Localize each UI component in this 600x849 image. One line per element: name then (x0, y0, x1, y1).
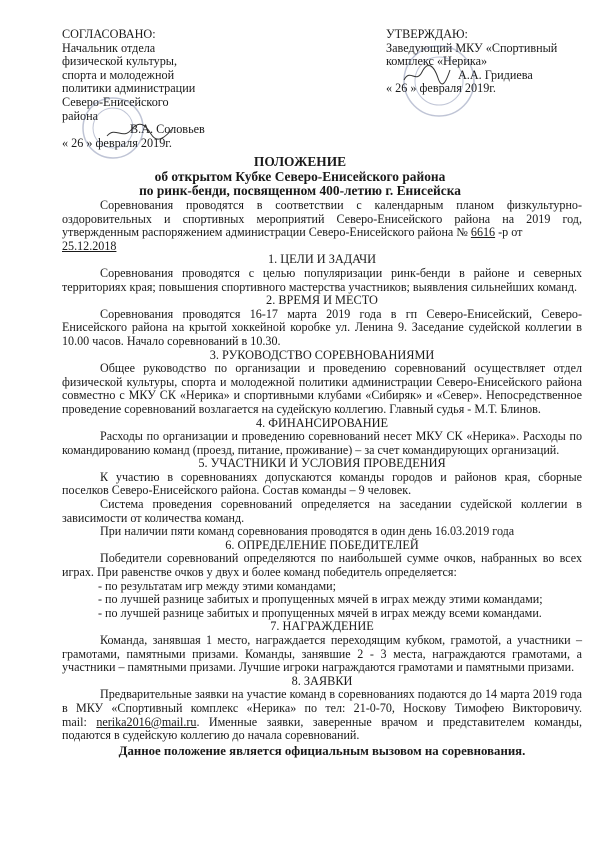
signature-right (402, 64, 452, 86)
section-text: Система проведения соревнований определяется на заседании судейской коллегии в зависимости от количества команд. (62, 497, 582, 525)
signer-name: В.А. Соловьев (130, 122, 205, 137)
approval-date: « 26 » февраля 2019г. (386, 81, 496, 96)
section-text: К участию в соревнованиях допускаются команды городов и районов края, сборные поселков Северо-Енисейского района. Состав команды – 9 человек. (62, 469, 582, 498)
section-text: Соревнования проводятся 16-17 марта 2019 года в гп Северо-Енисейский, Северо-Енисейского района на крытой хоккейной коробке ул. Ленина 9. Заседание судейской коллегии в 10.00 часов. Начало соревнований в 10.30. (62, 306, 582, 348)
approval-line: физической культуры, (62, 54, 178, 69)
title-line: по ринк-бенди, посвященном 400-летию г. Енисейска (139, 183, 461, 198)
approval-line: комплекс «Нерика» (386, 54, 488, 69)
list-item: - по лучшей разнице забитых и пропущенных мячей в играх между этими командами; (98, 592, 543, 607)
document-body (62, 199, 582, 758)
signature-left (105, 122, 175, 142)
list-item: - по лучшей разнице забитых и пропущенных мячей в играх между всеми командами. (98, 605, 542, 620)
section-heading: 6. ОПРЕДЕЛЕНИЕ ПОБЕДИТЕЛЕЙ (225, 537, 419, 552)
email-link[interactable]: nerika2016@mail.ru (96, 714, 197, 729)
document-title (0, 155, 600, 199)
final-statement: Данное положение является официальным вызовом на соревнования. (118, 743, 526, 758)
approval-line: Заведующий МКУ «Спортивный (386, 40, 558, 55)
title-line: ПОЛОЖЕНИЕ (253, 154, 347, 169)
section-heading: 2. ВРЕМЯ И МЕСТО (266, 293, 378, 308)
section-heading: 8. ЗАЯВКИ (291, 673, 353, 688)
approval-line: политики администрации (62, 81, 196, 96)
section-text: Победители соревнований определяются по наибольшей сумме очков, набранных во всех играх. При равенстве очков у двух и более команд победитель определяется: (62, 551, 582, 580)
section-heading: 4. ФИНАНСИРОВАНИЕ (255, 415, 389, 430)
section-text: Предварительные заявки на участие команд в соревнованиях подаются до 14 марта 2019 года в МКУ «Спортивный комплекс «Нерика» по тел: 21-0-70, Носкову Тимофею Викторовичу. mail: nerika2016@mail.ru. Именные заявки, заверенные врачом и представителем команды, подаются в судейскую коллегию до начала соревнований. (62, 687, 582, 743)
approval-line: Северо-Енисейского (62, 94, 169, 109)
order-number: 6616 (470, 225, 496, 240)
section-heading: 5. УЧАСТНИКИ И УСЛОВИЯ ПРОВЕДЕНИЯ (198, 456, 446, 471)
section-heading: 7. НАГРАЖДЕНИЕ (270, 619, 374, 634)
approval-line: Начальник отдела (62, 40, 156, 55)
approval-line: спорта и молодежной (62, 67, 175, 82)
section-text: Команда, занявшая 1 место, награждается переходящим кубком, грамотой, а участники – грамотами, памятными призами. Команды, занявшие 2 - 3 места, награждаются грамотами, а участники – памятными призами. Лучшие игроки награждаются грамотами и памятными призами. (62, 633, 582, 675)
section-text: Расходы по организации и проведению соревнований несет МКУ СК «Нерика». Расходы по командированию команд (проезд, питание, проживание) – за счет командирующих организаций. (62, 429, 582, 457)
section-text: Общее руководство по организации и проведению соревнований осуществляет отдел физической культуры, спорта и молодежной политики администрации Северо-Енисейского района совместно с МКУ СК «Нерика» и спортивными клубами «Сибиряк» и «Север». Непосредственное проведение соревнований возлагается на судейскую коллегию. Главный судья - М.Т. Блинов. (62, 361, 582, 416)
approval-date: « 26 » февраля 2019г. (62, 135, 172, 150)
order-date: 25.12.2018 (62, 238, 117, 253)
section-heading: 1. ЦЕЛИ И ЗАДАЧИ (267, 252, 377, 267)
intro-paragraph: Соревнования проводятся в соответствии с календарным планом физкультурно-оздоровительных и спортивных мероприятий Северо-Енисейского района на 2019 год, утвержденным распоряжением администрации Северо-Енисейского района № 6616 -р от 25.12.2018 (62, 198, 582, 253)
section-heading: 3. РУКОВОДСТВО СОРЕВНОВАНИЯМИ (209, 347, 435, 362)
approval-line: района (62, 108, 99, 123)
section-text: При наличии пяти команд соревнования проводятся в один день 16.03.2019 года (100, 524, 515, 539)
title-line: об открытом Кубке Северо-Енисейского района (154, 168, 446, 184)
list-item: - по результатам игр между этими командами; (98, 578, 336, 593)
approval-heading: УТВЕРЖДАЮ: (386, 27, 468, 41)
approval-heading: СОГЛАСОВАНО: (62, 27, 156, 41)
section-text: Соревнования проводятся с целью популяризации ринк-бенди в районе и северных территориях края; повышения спортивного мастерства участников; выявления сильнейших команд. (62, 265, 582, 294)
signer-name: А.А. Гридиева (458, 67, 533, 82)
